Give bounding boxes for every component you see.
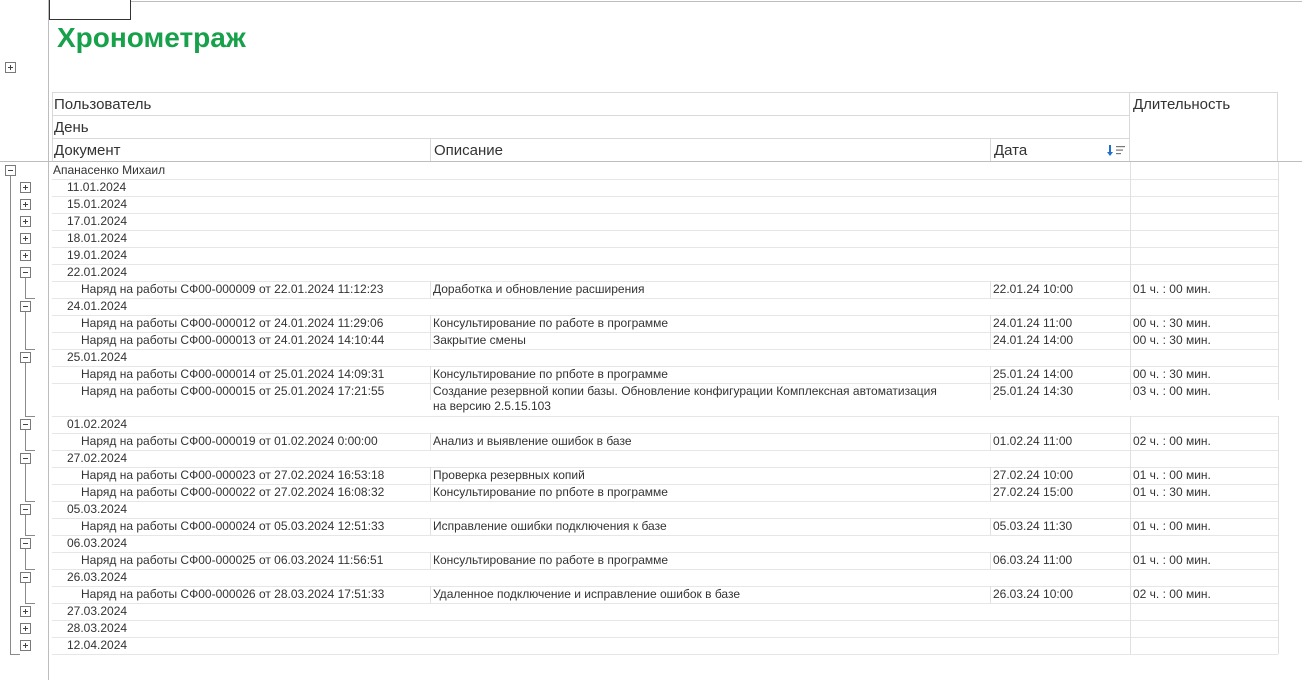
day-group-row[interactable] — [52, 247, 1278, 265]
day-date: 05.03.2024 — [67, 502, 128, 516]
document-link: Наряд на работы СФ00-000026 от 28.03.2024 17:51:33 — [81, 587, 385, 601]
column-separator — [990, 586, 991, 603]
column-separator — [1278, 416, 1279, 433]
column-separator — [1130, 315, 1131, 332]
column-separator — [430, 552, 431, 569]
duration-value: 01 ч. : 00 мин. — [1133, 282, 1211, 296]
header-duration: Длительность — [1133, 96, 1231, 113]
day-collapse-icon[interactable] — [20, 453, 31, 464]
active-cell-cursor[interactable] — [49, 0, 131, 20]
description-text: Консультирование по рпботе в программе — [433, 367, 668, 381]
tree-connector-line — [25, 583, 26, 603]
column-separator — [1130, 281, 1131, 298]
column-separator — [990, 366, 991, 383]
document-row[interactable] — [52, 552, 1278, 570]
duration-value: 00 ч. : 30 мин. — [1133, 333, 1211, 347]
header-document: Документ — [54, 142, 121, 159]
day-date: 18.01.2024 — [67, 231, 128, 245]
column-separator — [1278, 637, 1279, 654]
day-group-row[interactable] — [52, 450, 1278, 468]
user-collapse-icon[interactable] — [5, 165, 16, 176]
column-separator — [1278, 383, 1279, 400]
document-row[interactable] — [52, 586, 1278, 604]
column-separator — [1278, 484, 1279, 501]
document-link: Наряд на работы СФ00-000022 от 27.02.2024 16:08:32 — [81, 485, 385, 499]
user-group-row[interactable] — [52, 162, 1278, 180]
column-separator — [1278, 433, 1279, 450]
description-text: Удаленное подключение и исправление ошибок в базе — [433, 587, 740, 601]
column-separator — [1278, 569, 1279, 586]
day-date: 06.03.2024 — [67, 536, 128, 550]
column-separator — [990, 484, 991, 501]
day-collapse-icon[interactable] — [20, 504, 31, 515]
day-group-row[interactable] — [52, 349, 1278, 367]
document-row[interactable] — [52, 315, 1278, 333]
column-separator — [1130, 298, 1131, 315]
day-collapse-icon[interactable] — [20, 352, 31, 363]
column-separator — [1278, 247, 1279, 264]
document-date: 27.02.24 10:00 — [993, 468, 1074, 482]
document-link: Наряд на работы СФ00-000024 от 05.03.2024 12:51:33 — [81, 519, 385, 533]
column-separator — [1130, 383, 1131, 400]
document-row[interactable] — [52, 383, 1278, 417]
column-separator — [1278, 315, 1279, 332]
column-separator — [1130, 586, 1131, 603]
tree-connector-line — [25, 603, 35, 604]
column-separator — [1130, 535, 1131, 552]
column-separator — [430, 586, 431, 603]
day-group-row[interactable] — [52, 264, 1278, 282]
day-date: 28.03.2024 — [67, 621, 128, 635]
column-separator — [1278, 213, 1279, 230]
day-expand-icon[interactable] — [20, 233, 31, 244]
duration-value: 03 ч. : 00 мин. — [1133, 384, 1211, 398]
document-row[interactable] — [52, 332, 1278, 350]
day-date: 25.01.2024 — [67, 350, 128, 364]
document-row[interactable] — [52, 281, 1278, 299]
column-separator — [1130, 620, 1131, 637]
duration-value: 01 ч. : 00 мин. — [1133, 519, 1211, 533]
day-group-row[interactable] — [52, 501, 1278, 519]
day-date: 01.02.2024 — [67, 417, 128, 431]
description-text-line2: на версию 2.5.15.103 — [433, 399, 551, 413]
day-group-row[interactable] — [52, 298, 1278, 316]
day-group-row[interactable] — [52, 637, 1278, 655]
day-collapse-icon[interactable] — [20, 267, 31, 278]
header-user-cell — [52, 92, 1130, 116]
day-group-row[interactable] — [52, 230, 1278, 248]
document-row[interactable] — [52, 366, 1278, 384]
tree-connector-line — [25, 515, 26, 535]
column-separator — [430, 467, 431, 484]
document-date: 01.02.24 11:00 — [993, 434, 1073, 448]
column-separator — [1130, 247, 1131, 264]
description-text: Консультирование по работе в программе — [433, 316, 669, 330]
day-date: 12.04.2024 — [67, 638, 128, 652]
column-separator — [430, 484, 431, 501]
document-link: Наряд на работы СФ00-000014 от 25.01.2024 14:09:31 — [81, 367, 385, 381]
day-date: 17.01.2024 — [67, 214, 128, 228]
column-separator — [1130, 569, 1131, 586]
header-description: Описание — [434, 142, 504, 159]
column-separator — [1278, 603, 1279, 620]
column-separator — [990, 467, 991, 484]
tree-connector-line — [25, 569, 35, 570]
column-separator — [1130, 433, 1131, 450]
day-expand-icon[interactable] — [20, 606, 31, 617]
day-date: 19.01.2024 — [67, 248, 128, 262]
header-user: Пользователь — [54, 96, 152, 113]
column-separator — [1130, 552, 1131, 569]
description-text: Закрытие смены — [433, 333, 526, 347]
description-text: Исправление ошибки подключения к базе — [433, 519, 667, 533]
column-separator — [990, 332, 991, 349]
column-separator — [990, 552, 991, 569]
day-expand-icon[interactable] — [20, 216, 31, 227]
document-date: 27.02.24 15:00 — [993, 485, 1074, 499]
day-expand-icon[interactable] — [20, 640, 31, 651]
column-separator — [1278, 196, 1279, 213]
description-text: Проверка резервных копий — [433, 468, 585, 482]
column-separator — [1130, 450, 1131, 467]
day-expand-icon[interactable] — [20, 199, 31, 210]
description-text: Консультирование по рпботе в программе — [433, 485, 668, 499]
tree-connector-line — [25, 416, 35, 417]
tree-connector-line — [25, 501, 35, 502]
day-group-row[interactable] — [52, 416, 1278, 434]
description-text: Создание резервной копии базы. Обновление конфигурации Комплексная автоматизация — [433, 384, 937, 398]
column-separator — [1278, 552, 1279, 569]
duration-value: 01 ч. : 00 мин. — [1133, 553, 1211, 567]
column-separator — [1130, 264, 1131, 281]
day-date: 15.01.2024 — [67, 197, 128, 211]
top-border — [49, 1, 1302, 2]
column-separator — [1278, 366, 1279, 383]
column-separator — [1130, 179, 1131, 196]
column-separator — [990, 315, 991, 332]
column-separator — [990, 433, 991, 450]
day-collapse-icon[interactable] — [20, 419, 31, 430]
column-separator — [1278, 332, 1279, 349]
duration-value: 00 ч. : 30 мин. — [1133, 316, 1211, 330]
day-date: 24.01.2024 — [67, 299, 128, 313]
day-expand-icon[interactable] — [20, 182, 31, 193]
tree-connector-line — [25, 278, 26, 298]
document-row[interactable] — [52, 484, 1278, 502]
day-expand-icon[interactable] — [20, 250, 31, 261]
day-group-row[interactable] — [52, 603, 1278, 621]
day-collapse-icon[interactable] — [20, 301, 31, 312]
column-separator — [1278, 179, 1279, 196]
column-separator — [1278, 264, 1279, 281]
sort-descending-icon[interactable] — [1107, 144, 1129, 158]
tree-connector-line — [25, 535, 35, 536]
day-group-row[interactable] — [52, 620, 1278, 638]
document-date: 05.03.24 11:30 — [993, 519, 1073, 533]
user-name: Апанасенко Михаил — [53, 163, 166, 177]
header-group-expand-icon[interactable] — [5, 62, 16, 73]
column-separator — [1130, 637, 1131, 654]
column-separator — [430, 383, 431, 400]
column-separator — [430, 281, 431, 298]
header-description-cell — [430, 138, 991, 162]
day-group-row[interactable] — [52, 569, 1278, 587]
document-row[interactable] — [52, 467, 1278, 485]
document-date: 06.03.24 11:00 — [993, 553, 1073, 567]
column-separator — [430, 433, 431, 450]
column-separator — [430, 518, 431, 535]
document-row[interactable] — [52, 433, 1278, 451]
column-separator — [1278, 298, 1279, 315]
duration-value: 01 ч. : 30 мин. — [1133, 485, 1211, 499]
column-separator — [1130, 603, 1131, 620]
column-separator — [1278, 450, 1279, 467]
tree-connector-line — [25, 430, 26, 450]
tree-connector-line — [25, 464, 26, 501]
tree-connector-line — [25, 549, 26, 569]
description-text: Доработка и обновление расширения — [433, 282, 645, 296]
day-group-row[interactable] — [52, 196, 1278, 214]
column-separator — [430, 332, 431, 349]
description-text: Консультирование по работе в программе — [433, 553, 669, 567]
report-title: Хронометраж — [57, 22, 246, 53]
day-date: 27.03.2024 — [67, 604, 128, 618]
tree-connector-line — [10, 176, 11, 654]
tree-connector-line — [25, 363, 26, 416]
column-separator — [990, 281, 991, 298]
document-link: Наряд на работы СФ00-000015 от 25.01.2024 17:21:55 — [81, 384, 385, 398]
column-separator — [1130, 332, 1131, 349]
column-separator — [1278, 586, 1279, 603]
column-separator — [1130, 196, 1131, 213]
column-separator — [1278, 535, 1279, 552]
tree-connector-line — [10, 654, 20, 655]
document-link: Наряд на работы СФ00-000025 от 06.03.2024 11:56:51 — [81, 553, 384, 567]
description-text: Анализ и выявление ошибок в базе — [433, 434, 632, 448]
header-day: День — [54, 119, 89, 136]
document-link: Наряд на работы СФ00-000013 от 24.01.2024 14:10:44 — [81, 333, 385, 347]
tree-connector-line — [25, 312, 26, 349]
day-expand-icon[interactable] — [20, 623, 31, 634]
day-date: 22.01.2024 — [67, 265, 128, 279]
day-date: 27.02.2024 — [67, 451, 128, 465]
column-separator — [1130, 230, 1131, 247]
column-separator — [1130, 501, 1131, 518]
duration-value: 00 ч. : 30 мин. — [1133, 367, 1211, 381]
day-group-row[interactable] — [52, 179, 1278, 197]
header-day-cell — [52, 115, 1130, 139]
gutter-separator — [0, 161, 49, 162]
document-date: 24.01.24 14:00 — [993, 333, 1074, 347]
column-separator — [430, 366, 431, 383]
column-separator — [990, 518, 991, 535]
document-link: Наряд на работы СФ00-000023 от 27.02.2024 16:53:18 — [81, 468, 385, 482]
column-separator — [1130, 484, 1131, 501]
duration-value: 02 ч. : 00 мин. — [1133, 434, 1211, 448]
document-date: 26.03.24 10:00 — [993, 587, 1074, 601]
column-separator — [1130, 213, 1131, 230]
duration-value: 02 ч. : 00 мин. — [1133, 587, 1211, 601]
document-date: 25.01.24 14:00 — [993, 367, 1074, 381]
column-separator — [1130, 518, 1131, 535]
column-separator — [1130, 467, 1131, 484]
column-separator — [1130, 416, 1131, 433]
column-separator — [1130, 366, 1131, 383]
tree-connector-line — [25, 349, 35, 350]
column-separator — [430, 315, 431, 332]
document-date: 25.01.24 14:30 — [993, 384, 1074, 398]
day-date: 26.03.2024 — [67, 570, 128, 584]
day-group-row[interactable] — [52, 213, 1278, 231]
column-separator — [1130, 349, 1131, 366]
column-separator — [1130, 162, 1131, 179]
day-collapse-icon[interactable] — [20, 538, 31, 549]
document-date: 22.01.24 10:00 — [993, 282, 1074, 296]
column-separator — [1278, 162, 1279, 179]
document-link: Наряд на работы СФ00-000019 от 01.02.2024 0:00:00 — [81, 434, 378, 448]
document-link: Наряд на работы СФ00-000009 от 22.01.2024 11:12:23 — [81, 282, 384, 296]
column-separator — [1278, 620, 1279, 637]
column-separator — [1278, 501, 1279, 518]
tree-connector-line — [25, 298, 35, 299]
column-separator — [990, 383, 991, 400]
column-separator — [1278, 518, 1279, 535]
duration-value: 01 ч. : 00 мин. — [1133, 468, 1211, 482]
column-separator — [1278, 230, 1279, 247]
document-date: 24.01.24 11:00 — [993, 316, 1073, 330]
day-date: 11.01.2024 — [67, 180, 127, 194]
document-row[interactable] — [52, 518, 1278, 536]
document-link: Наряд на работы СФ00-000012 от 24.01.2024 11:29:06 — [81, 316, 384, 330]
column-separator — [1278, 467, 1279, 484]
tree-connector-line — [25, 450, 35, 451]
day-group-row[interactable] — [52, 535, 1278, 553]
header-date[interactable]: Дата — [994, 142, 1028, 159]
column-separator — [1278, 349, 1279, 366]
column-separator — [1278, 281, 1279, 298]
day-collapse-icon[interactable] — [20, 572, 31, 583]
